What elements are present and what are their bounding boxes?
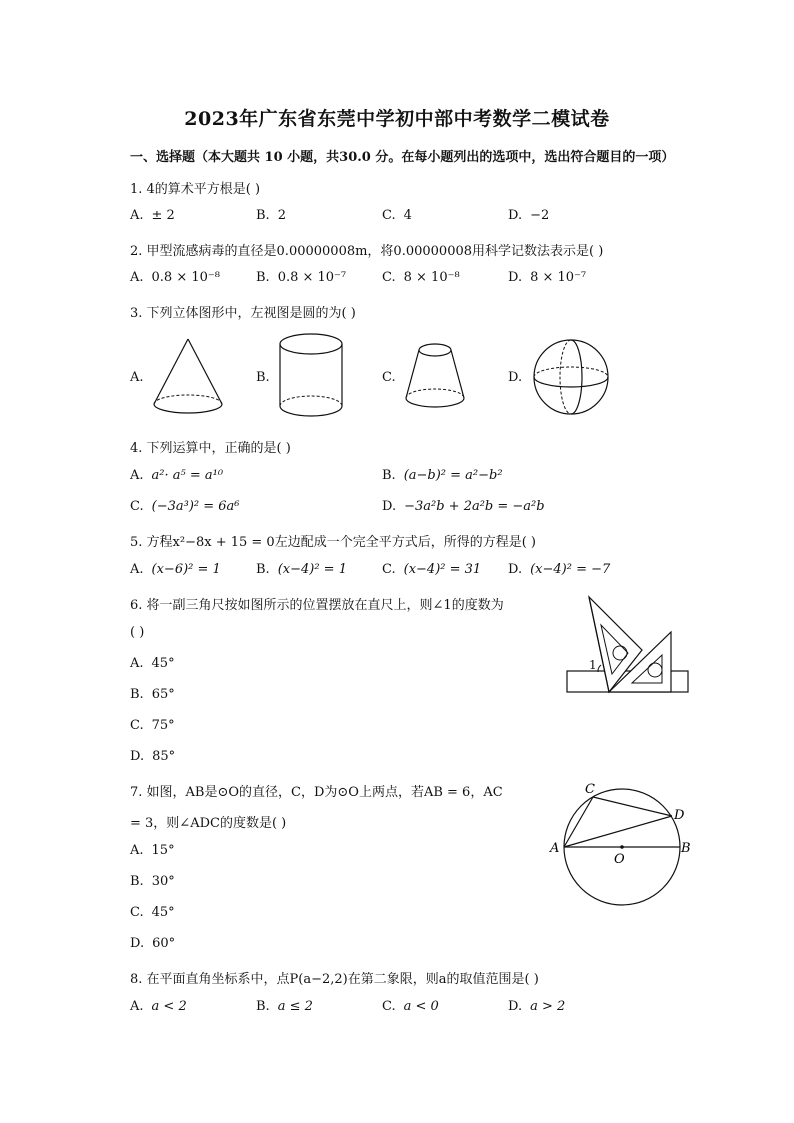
- question-8-stem: 8. 在平面直角坐标系中，点P(a−2,2)在第二象限，则a的取值范围是( ): [130, 972, 539, 987]
- q8-option-d[interactable]: D. a > 2: [508, 999, 566, 1014]
- question-2-stem: 2. 甲型流感病毒的直径是0.00000008m，将0.00000008用科学记数法表示是( ): [130, 244, 604, 259]
- question-4-stem: 4. 下列运算中，正确的是( ): [130, 441, 291, 456]
- q3-option-d[interactable]: D.: [508, 370, 523, 385]
- point-a-label: A: [550, 841, 560, 856]
- q8-option-b[interactable]: B. a ≤ 2: [256, 999, 313, 1014]
- q2-option-b[interactable]: B. 0.8 × 10⁻⁷: [256, 270, 347, 285]
- question-6-stem-cont: ( ): [130, 625, 145, 640]
- q7-option-a[interactable]: A. 15°: [130, 843, 175, 858]
- triangle-ruler-figure: [560, 592, 694, 696]
- q1-option-c[interactable]: C. 4: [382, 208, 412, 223]
- circle-geometry-figure: [545, 777, 695, 907]
- q3-option-a[interactable]: A.: [130, 370, 144, 385]
- point-d-label: D: [674, 808, 685, 823]
- page-title: 2023年广东省东莞中学初中部中考数学二模试卷: [184, 108, 610, 130]
- question-6-stem: 6. 将一副三角尺按如图所示的位置摆放在直尺上，则∠1的度数为: [130, 598, 504, 613]
- q4-option-d[interactable]: D. −3a²b + 2a²b = −a²b: [382, 499, 545, 514]
- question-5-stem: 5. 方程x²−8x + 15 = 0左边配成一个完全平方式后，所得的方程是( ): [130, 535, 536, 550]
- q1-option-b[interactable]: B. 2: [256, 208, 286, 223]
- q6-option-a[interactable]: A. 45°: [130, 656, 175, 671]
- q7-option-d[interactable]: D. 60°: [130, 936, 176, 951]
- question-3-stem: 3. 下列立体图形中，左视图是圆的为( ): [130, 306, 356, 321]
- q8-option-c[interactable]: C. a < 0: [382, 999, 439, 1014]
- q4-option-b[interactable]: B. (a−b)² = a²−b²: [382, 468, 503, 483]
- question-7-stem: 7. 如图，AB是⊙O的直径，C，D为⊙O上两点，若AB = 6，AC: [130, 785, 503, 800]
- q8-option-a[interactable]: A. a < 2: [130, 999, 187, 1014]
- point-o-label: O: [614, 852, 625, 867]
- q4-option-a[interactable]: A. a²· a⁵ = a¹⁰: [130, 468, 224, 483]
- q6-option-d[interactable]: D. 85°: [130, 749, 176, 764]
- cylinder-figure: [277, 330, 347, 424]
- sphere-figure: [530, 338, 612, 418]
- q5-option-d[interactable]: D. (x−4)² = −7: [508, 562, 611, 577]
- q5-option-c[interactable]: C. (x−4)² = 31: [382, 562, 482, 577]
- point-c-label: C: [585, 782, 595, 797]
- q6-option-c[interactable]: C. 75°: [130, 718, 175, 733]
- q7-option-b[interactable]: B. 30°: [130, 874, 175, 889]
- frustum-figure: [403, 340, 469, 414]
- q6-option-b[interactable]: B. 65°: [130, 687, 175, 702]
- angle-1-label: 1: [589, 658, 597, 672]
- q7-option-c[interactable]: C. 45°: [130, 905, 175, 920]
- q2-option-a[interactable]: A. 0.8 × 10⁻⁸: [130, 270, 220, 285]
- section-header: 一、选择题（本大题共 10 小题，共30.0 分。在每小题列出的选项中，选出符合题目的一项）: [130, 150, 675, 165]
- q5-option-b[interactable]: B. (x−4)² = 1: [256, 562, 347, 577]
- q5-option-a[interactable]: A. (x−6)² = 1: [130, 562, 221, 577]
- q3-option-c[interactable]: C.: [382, 370, 396, 385]
- q3-option-b[interactable]: B.: [256, 370, 270, 385]
- question-1-stem: 1. 4的算术平方根是( ): [130, 182, 261, 197]
- q2-option-d[interactable]: D. 8 × 10⁻⁷: [508, 270, 587, 285]
- question-7-stem-cont: = 3，则∠ADC的度数是( ): [130, 816, 287, 831]
- q2-option-c[interactable]: C. 8 × 10⁻⁸: [382, 270, 460, 285]
- q4-option-c[interactable]: C. (−3a³)² = 6a⁶: [130, 499, 240, 514]
- q1-option-a[interactable]: A. ± 2: [130, 208, 175, 223]
- point-b-label: B: [681, 841, 691, 856]
- q1-option-d[interactable]: D. −2: [508, 208, 550, 223]
- cone-figure: [150, 335, 230, 417]
